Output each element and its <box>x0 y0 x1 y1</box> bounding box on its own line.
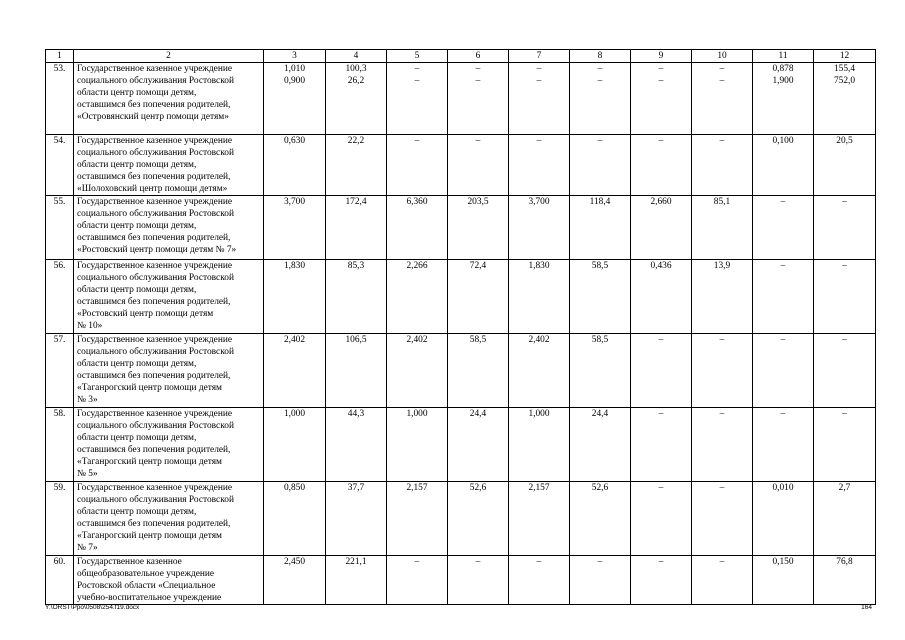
column-header: 4 <box>326 50 387 63</box>
cell-value: 76,8 <box>836 557 853 567</box>
value-cell <box>509 196 570 260</box>
value-cell <box>387 334 448 408</box>
value-cell <box>570 334 631 408</box>
cell-value: – <box>414 136 420 146</box>
cell-value: – <box>658 64 664 74</box>
value-cell <box>264 63 326 135</box>
value-cell <box>387 408 448 482</box>
cell-value: – <box>658 335 664 345</box>
value-cell <box>264 408 326 482</box>
data-table <box>45 49 876 605</box>
cell-value: 1,830 <box>283 261 306 271</box>
cell-value: 6,360 <box>406 197 428 207</box>
value-cell <box>387 196 448 260</box>
institution-name: Государственное казенное учреждение социального обслуживания Ростовской области центр помощи детям, оставшимся без попечения родителей, «Шолоховский центр помощи детям» <box>74 135 264 196</box>
institution-name: Государственное казенное учреждение социального обслуживания Ростовской области центр помощи детям, оставшимся без попечения родителей, «Ростовский центр помощи детям № 10» <box>74 260 264 334</box>
cell-value: 2,660 <box>650 197 672 207</box>
value-cell <box>692 556 753 605</box>
table-row <box>46 556 876 605</box>
institution-name: Государственное казенное учреждение социального обслуживания Ростовской области центр помощи детям, оставшимся без попечения родителей, «Ростовский центр помощи детям № 7» <box>74 196 264 260</box>
cell-value: – <box>658 483 664 493</box>
value-cell <box>753 196 814 260</box>
value-cell <box>264 556 326 605</box>
value-cell <box>753 482 814 556</box>
header-row <box>46 50 876 63</box>
value-cell <box>631 408 692 482</box>
cell-value: – <box>658 136 664 146</box>
cell-value: 1,830 <box>528 261 550 271</box>
table-row <box>46 334 876 408</box>
cell-value: – <box>475 76 481 86</box>
institution-name: Государственное казенное учреждение социального обслуживания Ростовской области центр помощи детям, оставшимся без попечения родителей, «Таганрогский центр помощи детям № 7» <box>74 482 264 556</box>
cell-value: – <box>780 335 786 345</box>
cell-value: – <box>780 197 786 207</box>
row-number: 58. <box>46 408 74 482</box>
value-cell <box>631 260 692 334</box>
table-row <box>46 196 876 260</box>
value-cell <box>631 556 692 605</box>
cell-value: – <box>536 76 542 86</box>
value-cell <box>631 135 692 196</box>
value-cell <box>692 408 753 482</box>
value-cell <box>814 334 876 408</box>
cell-value: 20,5 <box>836 136 853 146</box>
cell-value: 85,3 <box>347 261 365 271</box>
cell-value: 0,100 <box>772 136 794 146</box>
row-number: 60. <box>46 556 74 605</box>
value-cell <box>509 63 570 135</box>
value-cell <box>631 196 692 260</box>
cell-value: 221,1 <box>345 557 367 567</box>
value-cell <box>814 196 876 260</box>
cell-value: – <box>719 557 725 567</box>
cell-value: – <box>719 483 725 493</box>
value-cell <box>509 408 570 482</box>
row-number: 54. <box>46 135 74 196</box>
value-cell <box>570 135 631 196</box>
row-number: 53. <box>46 63 74 135</box>
value-cell <box>264 260 326 334</box>
cell-value: – <box>475 64 481 74</box>
value-cell <box>570 556 631 605</box>
column-header: 3 <box>264 50 326 63</box>
cell-value: – <box>597 557 603 567</box>
cell-value: 106,5 <box>345 335 367 345</box>
value-cell <box>753 334 814 408</box>
cell-value: 0,900 <box>283 76 306 86</box>
cell-value: – <box>597 136 603 146</box>
row-number: 57. <box>46 334 74 408</box>
cell-value: – <box>475 557 481 567</box>
cell-value: 2,157 <box>406 483 428 493</box>
value-cell <box>387 556 448 605</box>
institution-name: Государственное казенное учреждение социального обслуживания Ростовской области центр помощи детям, оставшимся без попечения родителей, «Таганрогский центр помощи детям № 3» <box>74 334 264 408</box>
cell-value: – <box>719 136 725 146</box>
value-cell <box>631 334 692 408</box>
cell-value: – <box>597 76 603 86</box>
value-cell <box>509 334 570 408</box>
cell-value: 1,000 <box>283 409 306 419</box>
cell-value: 58,5 <box>591 261 609 271</box>
page-number: 164 <box>861 604 872 611</box>
value-cell <box>692 63 753 135</box>
cell-value: – <box>414 76 420 86</box>
table-row <box>46 135 876 196</box>
institution-name: Государственное казенное общеобразовательное учреждение Ростовской области «Специальное учебно-воспитательное учреждение <box>74 556 264 605</box>
value-cell <box>509 482 570 556</box>
table-row <box>46 408 876 482</box>
cell-value: – <box>842 197 847 207</box>
value-cell <box>753 63 814 135</box>
value-cell <box>326 260 387 334</box>
cell-value: 1,000 <box>528 409 550 419</box>
cell-value: 0,878 <box>772 64 794 74</box>
cell-value: 100,3 <box>345 64 367 74</box>
value-cell <box>570 196 631 260</box>
cell-value: 3,700 <box>283 197 306 207</box>
value-cell <box>692 482 753 556</box>
cell-value: 44,3 <box>347 409 365 419</box>
value-cell <box>692 260 753 334</box>
cell-value: 2,402 <box>406 335 428 345</box>
table-body <box>46 50 876 605</box>
row-number: 59. <box>46 482 74 556</box>
cell-value: – <box>536 136 542 146</box>
value-cell <box>753 135 814 196</box>
cell-value: 52,6 <box>591 483 609 493</box>
column-header: 2 <box>74 50 264 63</box>
cell-value: – <box>658 76 664 86</box>
file-path: Y:\ORST\Ppo\0508\254.f19.docx <box>45 604 140 611</box>
cell-value: 22,2 <box>347 136 365 146</box>
cell-value: 1,000 <box>406 409 428 419</box>
cell-value: 24,4 <box>591 409 609 419</box>
table-row <box>46 63 876 135</box>
cell-value: – <box>780 261 786 271</box>
column-header: 8 <box>570 50 631 63</box>
cell-value: 2,402 <box>283 335 306 345</box>
value-cell <box>326 196 387 260</box>
cell-value: 1,010 <box>283 64 306 74</box>
cell-value: 2,450 <box>283 557 306 567</box>
value-cell <box>326 482 387 556</box>
cell-value: 58,5 <box>469 335 487 345</box>
cell-value: 2,7 <box>838 483 851 493</box>
value-cell <box>264 334 326 408</box>
cell-value: – <box>597 64 603 74</box>
value-cell <box>448 482 509 556</box>
value-cell <box>509 260 570 334</box>
column-header: 6 <box>448 50 509 63</box>
value-cell <box>692 135 753 196</box>
cell-value: – <box>842 409 847 419</box>
cell-value: – <box>658 409 664 419</box>
value-cell <box>326 408 387 482</box>
row-number: 55. <box>46 196 74 260</box>
value-cell <box>326 63 387 135</box>
cell-value: – <box>780 409 786 419</box>
cell-value: – <box>475 136 481 146</box>
value-cell <box>753 408 814 482</box>
column-header: 7 <box>509 50 570 63</box>
cell-value: 2,266 <box>406 261 428 271</box>
cell-value: 0,436 <box>650 261 672 271</box>
value-cell <box>814 482 876 556</box>
value-cell <box>692 334 753 408</box>
value-cell <box>387 482 448 556</box>
cell-value: – <box>842 261 847 271</box>
cell-value: 0,150 <box>772 557 794 567</box>
value-cell <box>326 135 387 196</box>
cell-value: 203,5 <box>467 197 489 207</box>
column-header: 10 <box>692 50 753 63</box>
cell-value: 1,900 <box>772 76 794 86</box>
value-cell <box>326 334 387 408</box>
value-cell <box>264 196 326 260</box>
cell-value: 85,1 <box>713 197 731 207</box>
cell-value: – <box>658 557 664 567</box>
value-cell <box>692 196 753 260</box>
cell-value: 2,157 <box>528 483 550 493</box>
value-cell <box>814 135 876 196</box>
value-cell <box>448 260 509 334</box>
cell-value: – <box>536 557 542 567</box>
cell-value: – <box>536 64 542 74</box>
institution-name: Государственное казенное учреждение социального обслуживания Ростовской области центр помощи детям, оставшимся без попечения родителей, «Островянский центр помощи детям» <box>74 63 264 135</box>
institution-name: Государственное казенное учреждение социального обслуживания Ростовской области центр помощи детям, оставшимся без попечения родителей, «Таганрогский центр помощи детям № 5» <box>74 408 264 482</box>
cell-value: 2,402 <box>528 335 550 345</box>
value-cell <box>570 63 631 135</box>
cell-value: 155,4 <box>833 64 856 74</box>
value-cell <box>570 482 631 556</box>
table-row <box>46 482 876 556</box>
value-cell <box>448 334 509 408</box>
column-header: 5 <box>387 50 448 63</box>
value-cell <box>448 556 509 605</box>
cell-value: – <box>719 64 725 74</box>
value-cell <box>570 408 631 482</box>
cell-value: 172,4 <box>345 197 367 207</box>
value-cell <box>448 135 509 196</box>
value-cell <box>509 135 570 196</box>
cell-value: – <box>719 335 725 345</box>
value-cell <box>448 408 509 482</box>
value-cell <box>448 63 509 135</box>
row-number: 56. <box>46 260 74 334</box>
cell-value: – <box>842 335 847 345</box>
cell-value: – <box>719 409 725 419</box>
cell-value: 26,2 <box>347 76 365 86</box>
column-header: 12 <box>814 50 876 63</box>
value-cell <box>387 63 448 135</box>
cell-value: 118,4 <box>589 197 611 207</box>
cell-value: 13,9 <box>713 261 731 271</box>
cell-value: 52,6 <box>469 483 487 493</box>
value-cell <box>631 482 692 556</box>
table-row <box>46 260 876 334</box>
cell-value: 24,4 <box>469 409 487 419</box>
cell-value: – <box>414 64 420 74</box>
column-header: 1 <box>46 50 74 63</box>
cell-value: 0,850 <box>283 483 306 493</box>
value-cell <box>387 135 448 196</box>
value-cell <box>814 260 876 334</box>
value-cell <box>326 556 387 605</box>
value-cell <box>753 556 814 605</box>
cell-value: 0,630 <box>283 136 306 146</box>
cell-value: – <box>414 557 420 567</box>
value-cell <box>814 63 876 135</box>
value-cell <box>753 260 814 334</box>
value-cell <box>448 196 509 260</box>
value-cell <box>264 135 326 196</box>
value-cell <box>509 556 570 605</box>
cell-value: – <box>719 76 725 86</box>
cell-value: 72,4 <box>469 261 487 271</box>
cell-value: 752,0 <box>833 76 856 86</box>
cell-value: 58,5 <box>591 335 609 345</box>
column-header: 9 <box>631 50 692 63</box>
cell-value: 37,7 <box>347 483 365 493</box>
value-cell <box>814 556 876 605</box>
value-cell <box>814 408 876 482</box>
cell-value: 3,700 <box>528 197 550 207</box>
value-cell <box>264 482 326 556</box>
cell-value: 0,010 <box>772 483 794 493</box>
column-header: 11 <box>753 50 814 63</box>
value-cell <box>631 63 692 135</box>
value-cell <box>387 260 448 334</box>
value-cell <box>570 260 631 334</box>
